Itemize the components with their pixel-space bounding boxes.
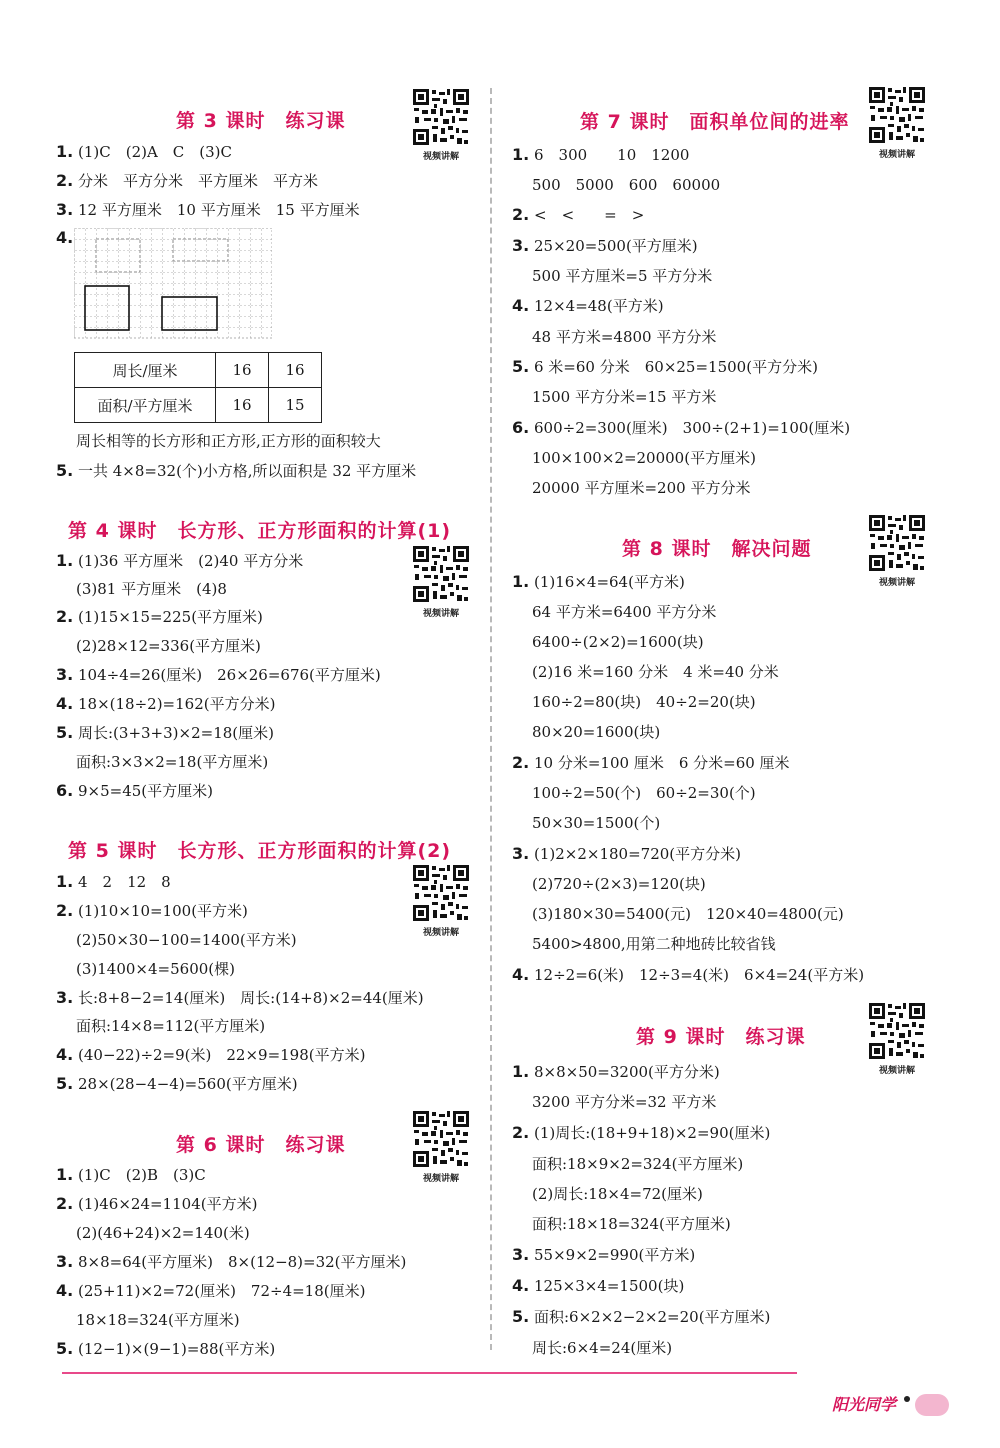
qr-code-icon xyxy=(412,1110,470,1168)
answer-line: 1500 平方分米=15 平方米 xyxy=(532,388,717,406)
answer-line: 4. 12×4=48(平方米) xyxy=(512,296,664,315)
answer-line: 20000 平方厘米=200 平方分米 xyxy=(532,479,751,497)
qr-code-icon xyxy=(868,86,926,144)
answer-line: 6400÷(2×2)=1600(块) xyxy=(532,633,704,651)
answer-line: 2. (1)15×15=225(平方厘米) xyxy=(56,607,263,626)
qr-code-lesson-3[interactable] xyxy=(412,88,470,162)
answer-line: 3. 12 平方厘米 10 平方厘米 15 平方厘米 xyxy=(56,200,360,219)
logo-dot-icon xyxy=(904,1396,910,1402)
answer-line: 1. 8×8×50=3200(平方分米) xyxy=(512,1062,720,1081)
section-title-lesson-3: 第 3 课时 练习课 xyxy=(176,110,346,132)
dot-grid-drawing xyxy=(74,228,272,340)
answer-line: 1. (1)16×4=64(平方米) xyxy=(512,572,685,591)
page-badge-icon xyxy=(915,1394,949,1416)
answer-line: (3)81 平方厘米 (4)8 xyxy=(76,580,227,598)
answer-line: 4. (40−22)÷2=9(米) 22×9=198(平方米) xyxy=(56,1045,366,1064)
answer-line: 2. 10 分米=100 厘米 6 分米=60 厘米 xyxy=(512,753,790,772)
answer-line: 48 平方米=4800 平方分米 xyxy=(532,328,717,346)
answer-line: 6. 9×5=45(平方厘米) xyxy=(56,781,214,800)
answer-line: 3. 104÷4=26(厘米) 26×26=676(平方厘米) xyxy=(56,665,381,684)
answer-line: 160÷2=80(块) 40÷2=20(块) xyxy=(532,693,756,711)
table-row xyxy=(75,353,322,388)
answer-line: (3)1400×4=5600(棵) xyxy=(76,960,235,978)
answer-line: 500 5000 600 60000 xyxy=(532,176,721,194)
answer-line: 5. 6 米=60 分米 60×25=1500(平方分米) xyxy=(512,357,818,376)
qr-code-icon xyxy=(868,514,926,572)
table-header-cell: 面积/平方厘米 xyxy=(75,388,216,423)
answer-line: (3)180×30=5400(元) 120×40=4800(元) xyxy=(532,905,844,923)
answer-line: 3200 平方分米=32 平方米 xyxy=(532,1093,717,1111)
answer-line: (2)周长:18×4=72(厘米) xyxy=(532,1185,703,1203)
answer-line: 面积:14×8=112(平方厘米) xyxy=(76,1017,266,1035)
answer-line: 1. (1)C (2)A C (3)C xyxy=(56,142,233,161)
answer-line: 2. 分米 平方分米 平方厘米 平方米 xyxy=(56,171,319,190)
section-title-lesson-8: 第 8 课时 解决问题 xyxy=(622,538,812,560)
answer-line: 80×20=1600(块) xyxy=(532,723,661,741)
answer-line: (2)50×30−100=1400(平方米) xyxy=(76,931,297,949)
table-header-cell: 周长/厘米 xyxy=(75,353,216,388)
column-divider xyxy=(490,88,492,1350)
answer-line: 64 平方米=6400 平方分米 xyxy=(532,603,717,621)
qr-code-lesson-6[interactable] xyxy=(412,1110,470,1184)
section-title-lesson-4: 第 4 课时 长方形、正方形面积的计算(1) xyxy=(68,520,452,542)
answer-line: 5. 面积:6×2×2−2×2=20(平方厘米) xyxy=(512,1307,771,1326)
qr-code-lesson-8[interactable] xyxy=(868,514,926,588)
qr-label: 视频讲解 xyxy=(878,150,915,160)
qr-code-icon xyxy=(412,88,470,146)
qr-code-icon xyxy=(412,864,470,922)
answer-line: 5. 28×(28−4−4)=560(平方厘米) xyxy=(56,1074,298,1093)
qr-code-icon xyxy=(868,1002,926,1060)
section-title-lesson-9: 第 9 课时 练习课 xyxy=(636,1026,806,1048)
qr-label: 视频讲解 xyxy=(878,578,915,588)
qr-label: 视频讲解 xyxy=(878,1066,915,1076)
answer-line: 2. < < = > xyxy=(512,205,645,224)
footer-rule xyxy=(62,1372,797,1374)
answer-line: 4. 18×(18÷2)=162(平方分米) xyxy=(56,694,276,713)
answer-line: 3. 长:8+8−2=14(厘米) 周长:(14+8)×2=44(厘米) xyxy=(56,988,424,1007)
answer-line: 2. (1)周长:(18+9+18)×2=90(厘米) xyxy=(512,1123,771,1142)
answer-line: 5. 一共 4×8=32(个)小方格,所以面积是 32 平方厘米 xyxy=(56,461,417,480)
answer-line: 面积:18×18=324(平方厘米) xyxy=(532,1215,731,1233)
qr-code-lesson-9[interactable] xyxy=(868,1002,926,1076)
answer-line: 4. xyxy=(56,228,74,247)
answer-line: 3. 8×8=64(平方厘米) 8×(12−8)=32(平方厘米) xyxy=(56,1252,407,1271)
answer-line: 4. (25+11)×2=72(厘米) 72÷4=18(厘米) xyxy=(56,1281,366,1300)
answer-line: 5. 周长:(3+3+3)×2=18(厘米) xyxy=(56,723,274,742)
qr-label: 视频讲解 xyxy=(422,928,459,938)
grid-figure xyxy=(74,228,272,340)
qr-code-lesson-7[interactable] xyxy=(868,86,926,160)
answer-line: 4. 125×3×4=1500(块) xyxy=(512,1276,685,1295)
answer-line: 1. 4 2 12 8 xyxy=(56,872,171,891)
answer-line: (2)720÷(2×3)=120(块) xyxy=(532,875,706,893)
qr-label: 视频讲解 xyxy=(422,609,459,619)
answer-line: 1. (1)36 平方厘米 (2)40 平方分米 xyxy=(56,551,304,570)
answer-line: 6. 600÷2=300(厘米) 300÷(2+1)=100(厘米) xyxy=(512,418,851,437)
answer-line: 100÷2=50(个) 60÷2=30(个) xyxy=(532,784,756,802)
qr-code-icon xyxy=(412,545,470,603)
answer-line: 3. (1)2×2×180=720(平方分米) xyxy=(512,844,742,863)
section-title-lesson-7: 第 7 课时 面积单位间的进率 xyxy=(580,111,850,133)
section-title-lesson-6: 第 6 课时 练习课 xyxy=(176,1134,346,1156)
answer-line: 3. 55×9×2=990(平方米) xyxy=(512,1245,696,1264)
answer-line: (2)16 米=160 分米 4 米=40 分米 xyxy=(532,663,779,681)
qr-code-lesson-5[interactable] xyxy=(412,864,470,938)
table-cell: 16 xyxy=(269,353,322,388)
table-cell: 16 xyxy=(216,353,269,388)
answer-line: 4. 12÷2=6(米) 12÷3=4(米) 6×4=24(平方米) xyxy=(512,965,865,984)
qr-label: 视频讲解 xyxy=(422,1174,459,1184)
answer-line: 5400>4800,用第二种地砖比较省钱 xyxy=(532,935,776,953)
section-title-lesson-5: 第 5 课时 长方形、正方形面积的计算(2) xyxy=(68,840,452,862)
answer-line: 2. (1)46×24=1104(平方米) xyxy=(56,1194,258,1213)
answer-line: 周长:6×4=24(厘米) xyxy=(532,1339,673,1357)
answer-table xyxy=(74,352,322,423)
qr-code-lesson-4[interactable] xyxy=(412,545,470,619)
answer-line: 2. (1)10×10=100(平方米) xyxy=(56,901,248,920)
answer-line: 100×100×2=20000(平方厘米) xyxy=(532,449,756,467)
answer-line: 3. 25×20=500(平方厘米) xyxy=(512,236,698,255)
table-cell: 15 xyxy=(269,388,322,423)
answer-line: (2)28×12=336(平方厘米) xyxy=(76,637,261,655)
answer-line: 5. (12−1)×(9−1)=88(平方米) xyxy=(56,1339,276,1358)
answer-line: 面积:3×3×2=18(平方厘米) xyxy=(76,753,269,771)
table-row xyxy=(75,388,322,423)
answer-line: 50×30=1500(个) xyxy=(532,814,661,832)
table-cell: 16 xyxy=(216,388,269,423)
qr-label: 视频讲解 xyxy=(422,152,459,162)
answer-line: 周长相等的长方形和正方形,正方形的面积较大 xyxy=(76,432,381,450)
answer-line: 18×18=324(平方厘米) xyxy=(76,1311,240,1329)
answer-line: (2)(46+24)×2=140(米) xyxy=(76,1224,250,1242)
brand-logo: 阳光同学 xyxy=(832,1395,897,1414)
answer-line: 1. (1)C (2)B (3)C xyxy=(56,1165,206,1184)
answer-line: 1. 6 300 10 1200 xyxy=(512,145,690,164)
answer-line: 500 平方厘米=5 平方分米 xyxy=(532,267,713,285)
answer-line: 面积:18×9×2=324(平方厘米) xyxy=(532,1155,744,1173)
